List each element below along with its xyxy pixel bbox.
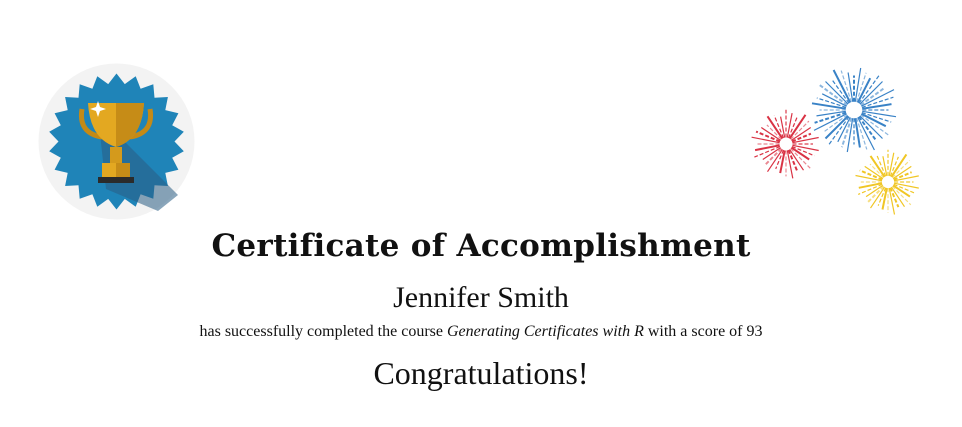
firework-ray	[768, 116, 783, 138]
firework-ray	[790, 115, 806, 139]
firework-ray	[856, 176, 883, 181]
firework-ray	[894, 176, 919, 181]
firework-ray	[787, 113, 792, 138]
firework-ray	[891, 154, 906, 177]
firework-red	[752, 110, 819, 179]
firework-ray	[755, 145, 780, 150]
completion-statement	[0, 323, 962, 341]
certificate-title: Certificate of Accomplishment	[211, 228, 751, 264]
firework-ray	[862, 104, 891, 109]
course-name: Generating Certificates with R	[446, 323, 644, 340]
score-value: 93	[746, 323, 763, 340]
firework-ray	[889, 188, 894, 215]
firework-ray	[792, 138, 818, 143]
firework-ray	[855, 118, 860, 147]
firework-blue	[812, 68, 896, 152]
fireworks-icon	[748, 62, 924, 222]
firework-ray	[812, 103, 846, 108]
firework-yellow	[856, 150, 919, 215]
firework-ray	[817, 111, 846, 116]
completion-prefix: has successfully completed the course	[199, 323, 443, 340]
recipient-name: Jennifer Smith	[393, 281, 569, 314]
score-prefix: with a score of	[647, 323, 743, 340]
firework-ray	[847, 118, 852, 152]
trophy-badge-icon	[38, 63, 195, 220]
congratulations-text: Congratulations!	[373, 355, 589, 391]
firework-ray	[787, 150, 793, 178]
firework-ray	[752, 137, 780, 143]
firework-ray	[848, 73, 853, 102]
